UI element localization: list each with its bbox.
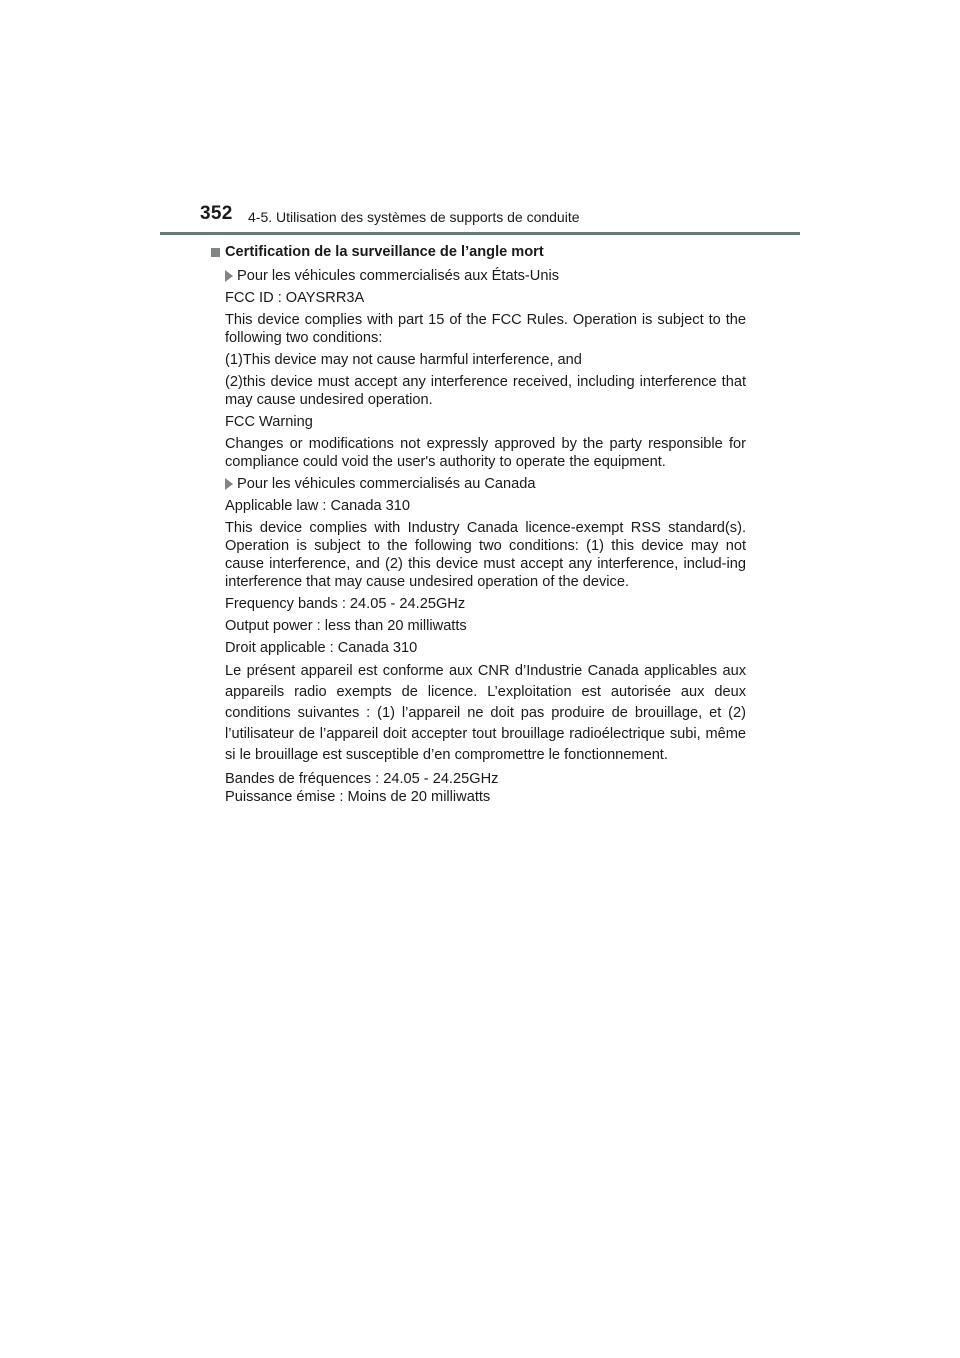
fcc-condition-1: (1)This device may not cause harmful interference, and <box>225 352 582 368</box>
square-bullet-icon <box>211 248 220 257</box>
canada-frequency-fr: Bandes de fréquences : 24.05 - 24.25GHz <box>225 771 499 787</box>
header-rule <box>160 232 800 235</box>
section-heading <box>211 243 746 261</box>
canada-law: Applicable law : Canada 310 <box>225 498 410 514</box>
page-content <box>211 243 746 806</box>
fcc-warning-title: FCC Warning <box>225 414 313 430</box>
triangle-bullet-icon <box>225 270 233 282</box>
canada-law-fr: Droit applicable : Canada 310 <box>225 640 418 656</box>
fcc-id: FCC ID : OAYSRR3A <box>225 290 365 306</box>
subheading-us-label: Pour les véhicules commercialisés aux États-Unis <box>237 268 559 284</box>
canada-frequency: Frequency bands : 24.05 - 24.25GHz <box>225 596 466 612</box>
page-number: 352 <box>200 203 233 224</box>
subheading-canada-label: Pour les véhicules commercialisés au Canada <box>237 476 536 492</box>
subheading-canada <box>225 475 746 493</box>
fcc-compliance: This device complies with part 15 of the FCC Rules. Operation is subject to the following two conditions: <box>225 312 746 346</box>
fcc-condition-2: (2)this device must accept any interference received, including interference that may cause undesired operation. <box>225 374 746 408</box>
canada-power-fr: Puissance émise : Moins de 20 milliwatts <box>225 789 491 805</box>
canada-compliance: This device complies with Industry Canada licence-exempt RSS standard(s). Operation is subject to the following two conditions: (1) this device may not cause interference, and (2) this device must accept any interference, includ-ing interference that may cause undesired operation of the device. <box>225 520 746 590</box>
section-title: Certification de la surveillance de l’angle mort <box>225 244 544 260</box>
fcc-warning-text: Changes or modifications not expressly approved by the party responsible for compliance could void the user's authority to operate the equipment. <box>225 436 746 470</box>
triangle-bullet-icon <box>225 478 233 490</box>
canada-compliance-fr: Le présent appareil est conforme aux CNR d’Industrie Canada applicables aux appareils radio exempts de licence. L’exploitation est autorisée aux deux conditions suivantes : (1) l’appareil ne doit pas produire de brouillage, et (2) l’utilisateur de l’appareil doit accepter tout brouillage radioélectrique subi, même si le brouillage est susceptible d’en compromettre le fonctionnement. <box>225 663 746 763</box>
canada-power: Output power : less than 20 milliwatts <box>225 618 467 634</box>
subheading-us <box>225 267 746 285</box>
section-body <box>211 267 746 806</box>
running-header: 4-5. Utilisation des systèmes de supports de conduite <box>248 209 580 225</box>
